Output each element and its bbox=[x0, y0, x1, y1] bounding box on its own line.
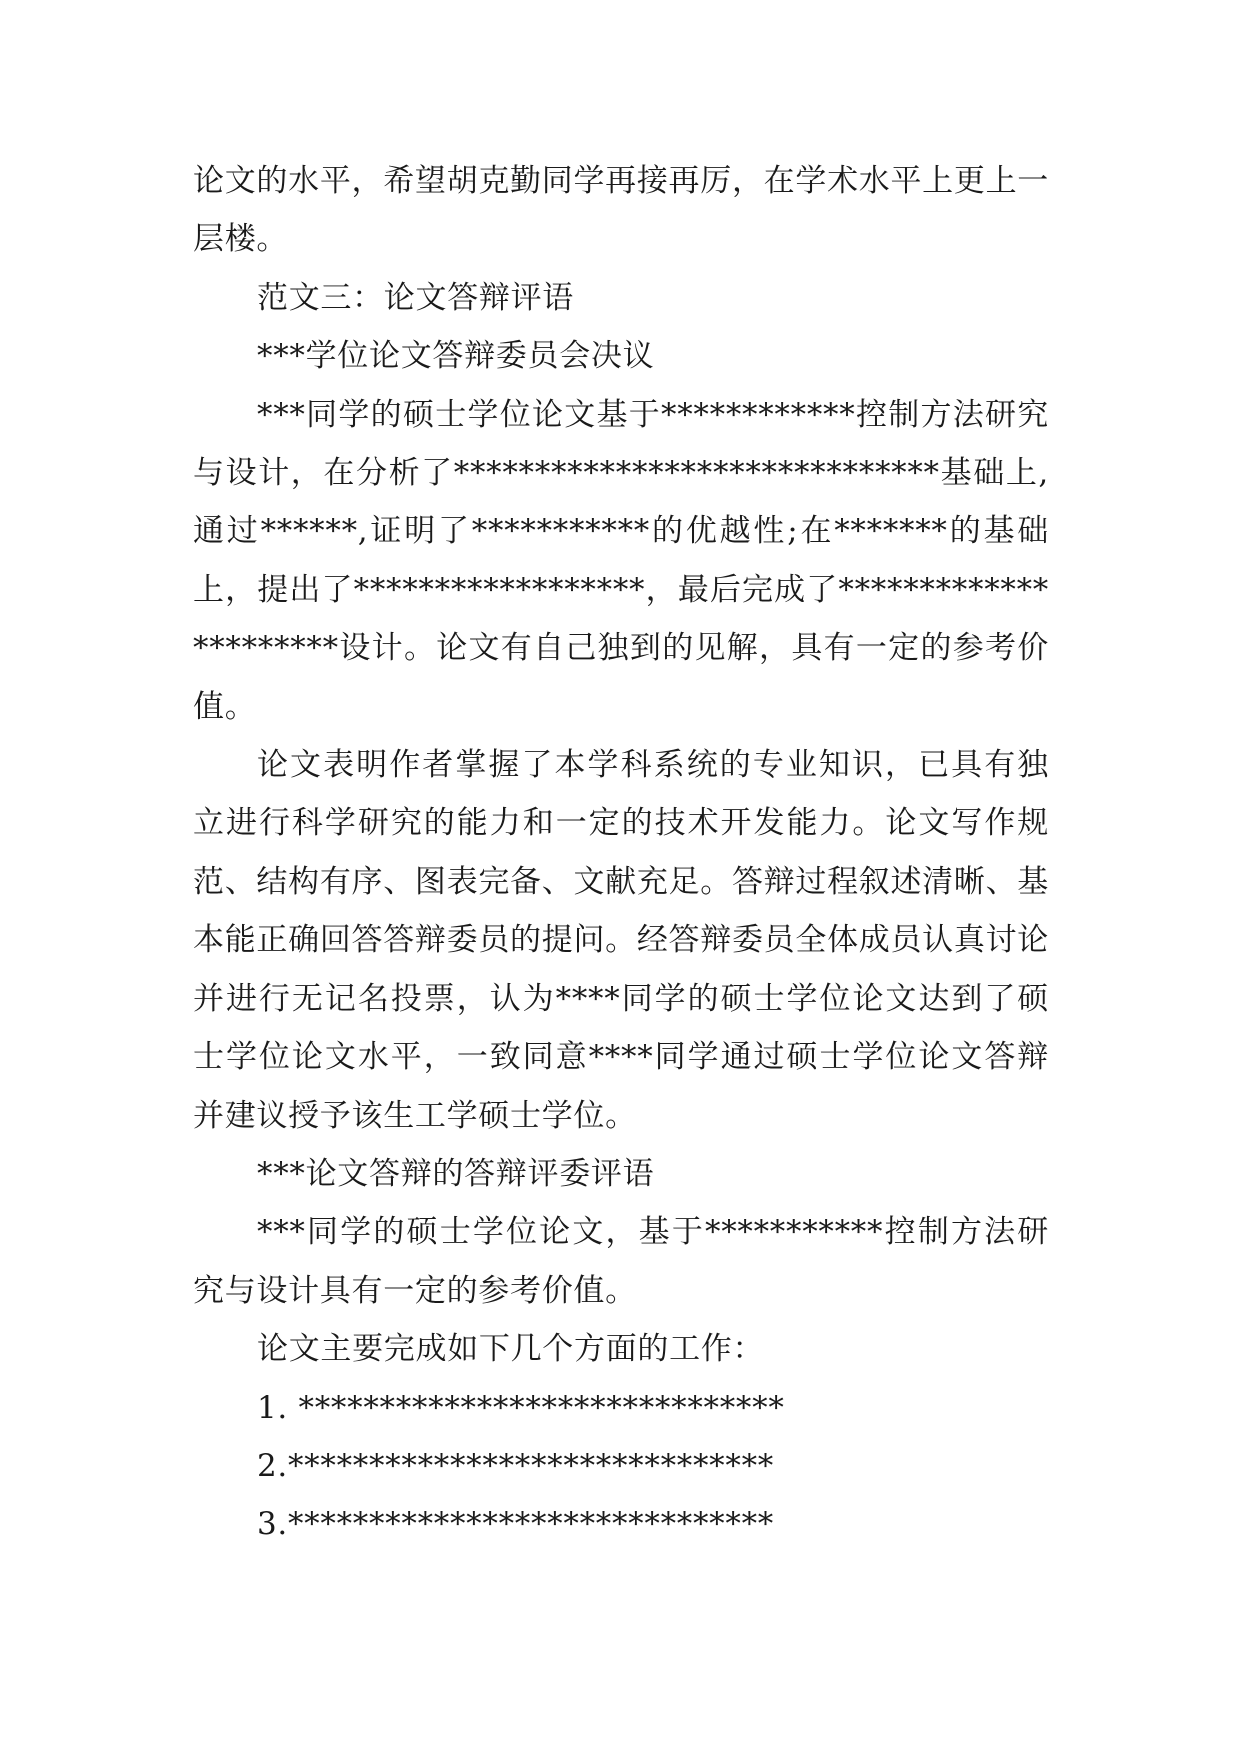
paragraph-committee-decision: 论文表明作者掌握了本学科系统的专业知识，已具有独立进行科学研究的能力和一定的技术开发能力。论文写作规范、结构有序、图表完备、文献充足。答辩过程叙述清晰、基本能正确回答答辩委员的提问。经答辩委员全体成员认真讨论并进行无记名投票，认为****同学的硕士学位论文达到了硕士学位论文水平，一致同意****同学通过硕士学位论文答辩并建议授予该生工学硕士学位。 bbox=[193, 747, 1049, 1134]
document-body bbox=[193, 152, 1049, 1554]
list-item: 2.****************************** bbox=[257, 1447, 774, 1484]
paragraph-reviewer-summary: ***同学的硕士学位论文，基于***********控制方法研究与设计具有一定的参考价值。 bbox=[193, 1214, 1049, 1309]
paragraph-continuation: 论文的水平，希望胡克勤同学再接再厉，在学术水平上更上一层楼。 bbox=[193, 163, 1049, 258]
list-item: 1. ****************************** bbox=[257, 1389, 785, 1426]
paragraph-work-intro: 论文主要完成如下几个方面的工作： bbox=[257, 1331, 765, 1368]
subheading-reviewer-comments: ***论文答辩的答辩评委评语 bbox=[257, 1155, 655, 1192]
section-heading: 范文三：论文答辩评语 bbox=[257, 279, 574, 316]
subheading-resolution: ***学位论文答辩委员会决议 bbox=[257, 338, 655, 375]
paragraph-thesis-summary: ***同学的硕士学位论文基于************控制方法研究与设计，在分析了******************************基础上,通过******,证明了***********的优越性;在*******的基础上，提出了******************，最后完成了**********************设计。论文有自己独到的见解，具有一定的参考价值。 bbox=[193, 396, 1049, 725]
list-item: 3.****************************** bbox=[257, 1506, 774, 1543]
